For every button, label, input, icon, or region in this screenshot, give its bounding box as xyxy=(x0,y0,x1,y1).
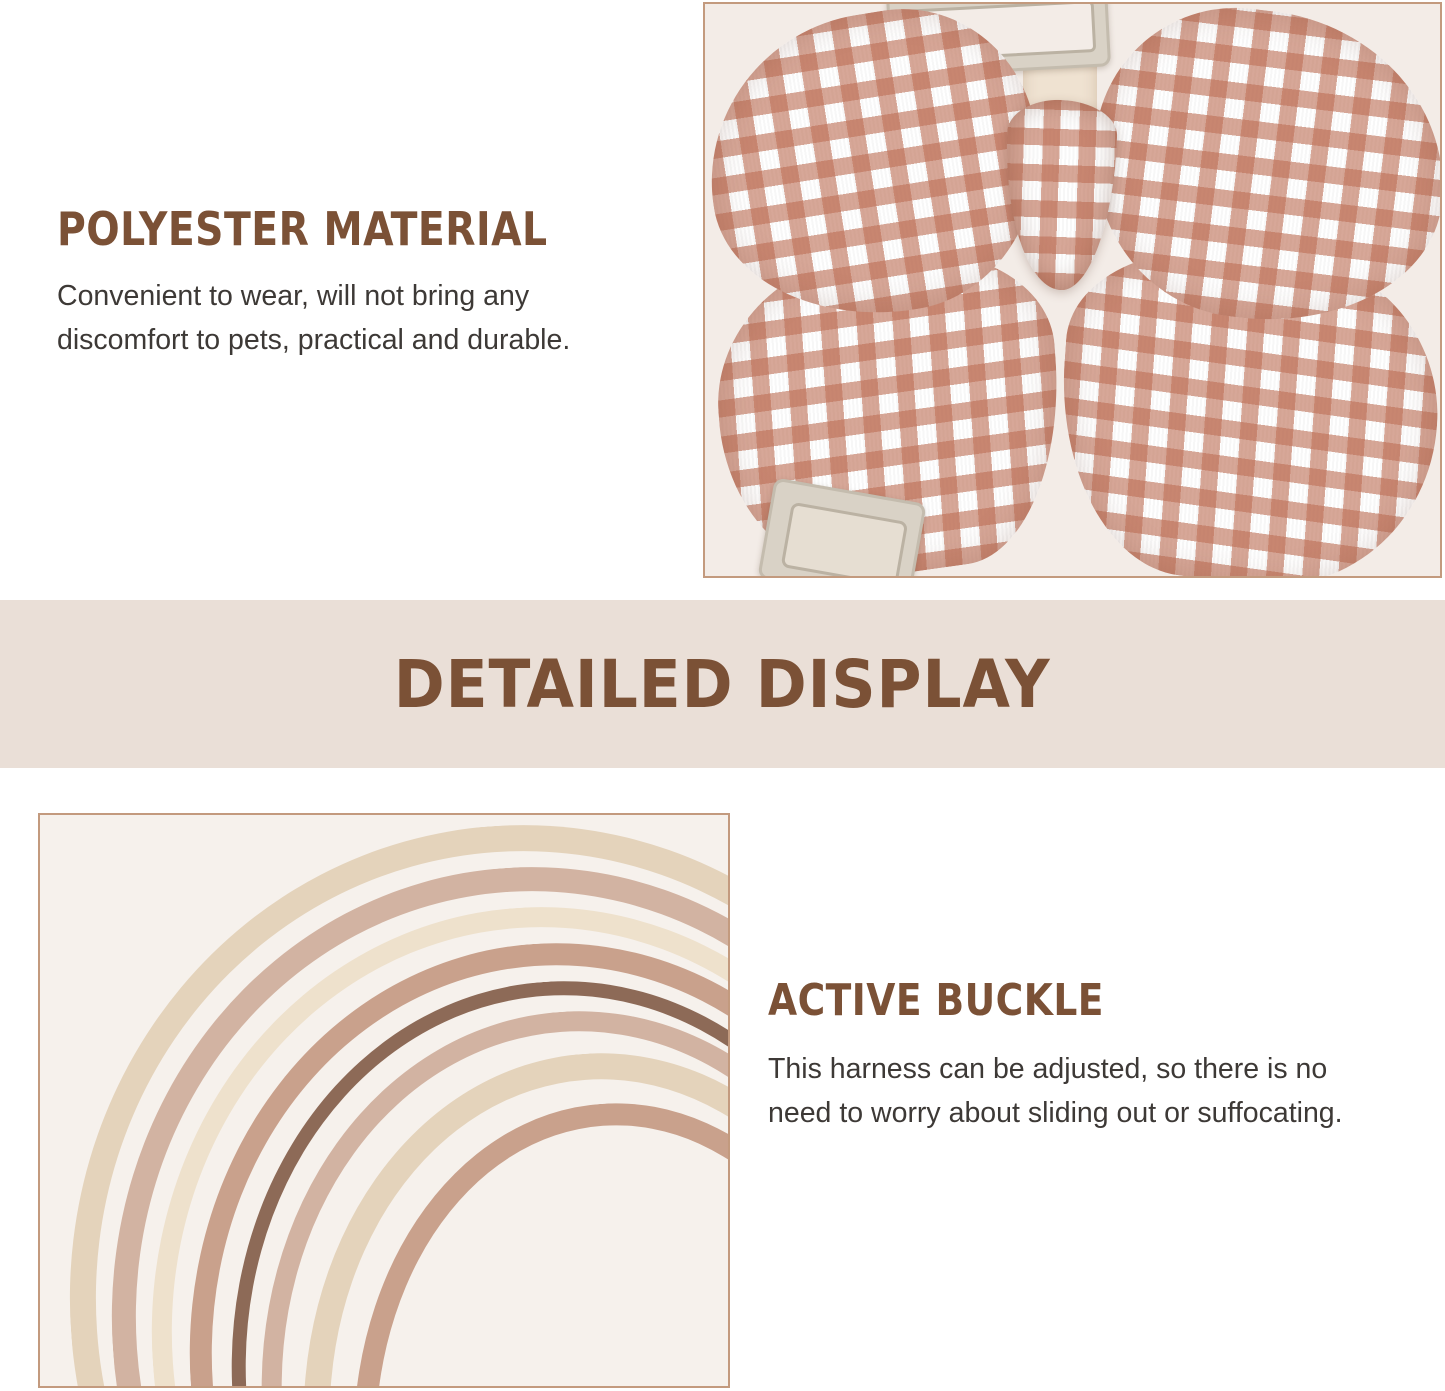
bow-knot-center xyxy=(1002,98,1119,292)
bow-illustration xyxy=(705,4,1440,576)
polyester-title: POLYESTER MATERIAL xyxy=(57,202,548,256)
straps-photo xyxy=(38,813,730,1388)
buckle-title: ACTIVE BUCKLE xyxy=(768,975,1104,1026)
section-polyester-material xyxy=(0,0,1445,600)
banner-title: DETAILED DISPLAY xyxy=(394,645,1051,723)
buckle-text-block xyxy=(768,975,1388,1135)
buckle-description: This harness can be adjusted, so there is no need to worry about sliding out or suffocating. xyxy=(768,1053,1343,1129)
buckle-bottom-inner xyxy=(781,502,909,578)
polyester-description: Convenient to wear, will not bring any discomfort to pets, practical and durable. xyxy=(57,280,571,356)
detailed-display-banner xyxy=(0,600,1445,768)
bow-photo xyxy=(703,2,1442,578)
polyester-text-block xyxy=(57,202,657,362)
straps-illustration xyxy=(40,815,728,1386)
